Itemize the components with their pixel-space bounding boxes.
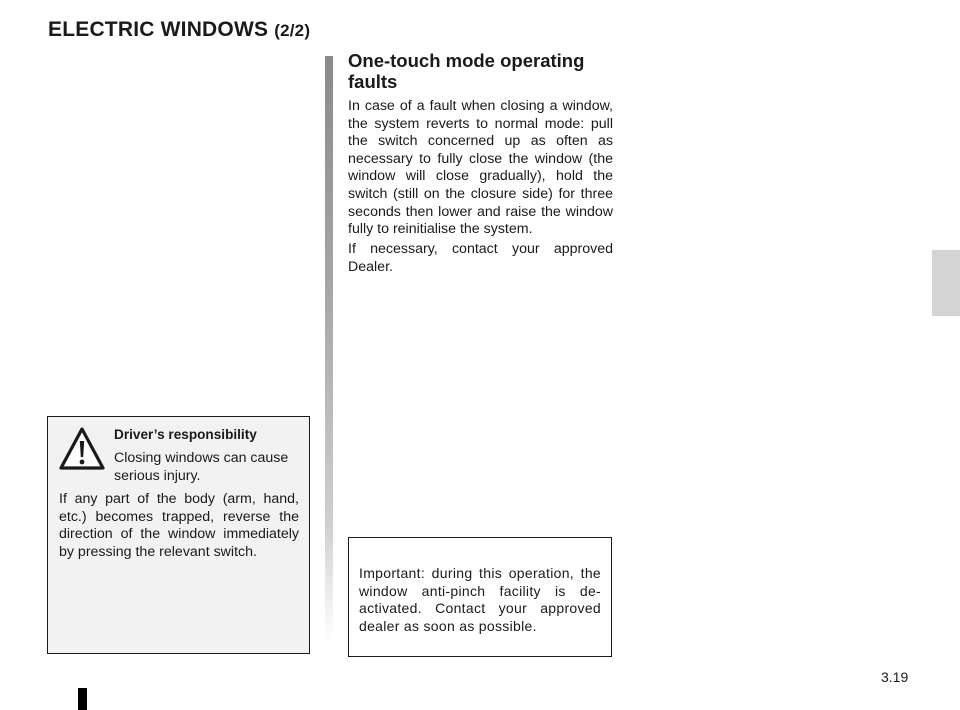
chapter-side-tab — [932, 250, 960, 316]
warning-body-text: If any part of the body (arm, hand, etc.) becomes trapped, reverse the direction of the window immediately by pressing the relevant switch. — [59, 491, 299, 560]
warning-heading: Driver’s responsibility — [114, 427, 257, 442]
page-number: 3.19 — [881, 669, 909, 685]
section-heading: One-touch mode operating faults — [348, 50, 585, 92]
page-title — [48, 18, 310, 42]
warning-box — [47, 416, 310, 654]
important-note-box — [348, 537, 612, 657]
important-note-text: Important: during this operation, the window anti-pinch facility is de-activated. Contact your approved dealer as soon as possible. — [359, 565, 601, 634]
warning-triangle-icon — [59, 427, 105, 471]
contact-dealer-paragraph: If necessary, contact your approved Dealer. — [348, 241, 613, 275]
warning-short-text: Closing windows can cause serious injury. — [114, 450, 289, 484]
column-divider — [325, 56, 333, 640]
page-part-indicator: (2/2) — [274, 21, 311, 40]
fault-instructions-paragraph: In case of a fault when closing a window, the system reverts to normal mode: pull the switch concerned up as often as necessary to fully close the window (the window will close gradually), hold the switch (still on the closure side) for three seconds then lower and raise the window fully to reinitialise the system. — [348, 98, 613, 238]
page-title-text: ELECTRIC WINDOWS — [48, 18, 269, 41]
crop-mark — [78, 688, 87, 710]
